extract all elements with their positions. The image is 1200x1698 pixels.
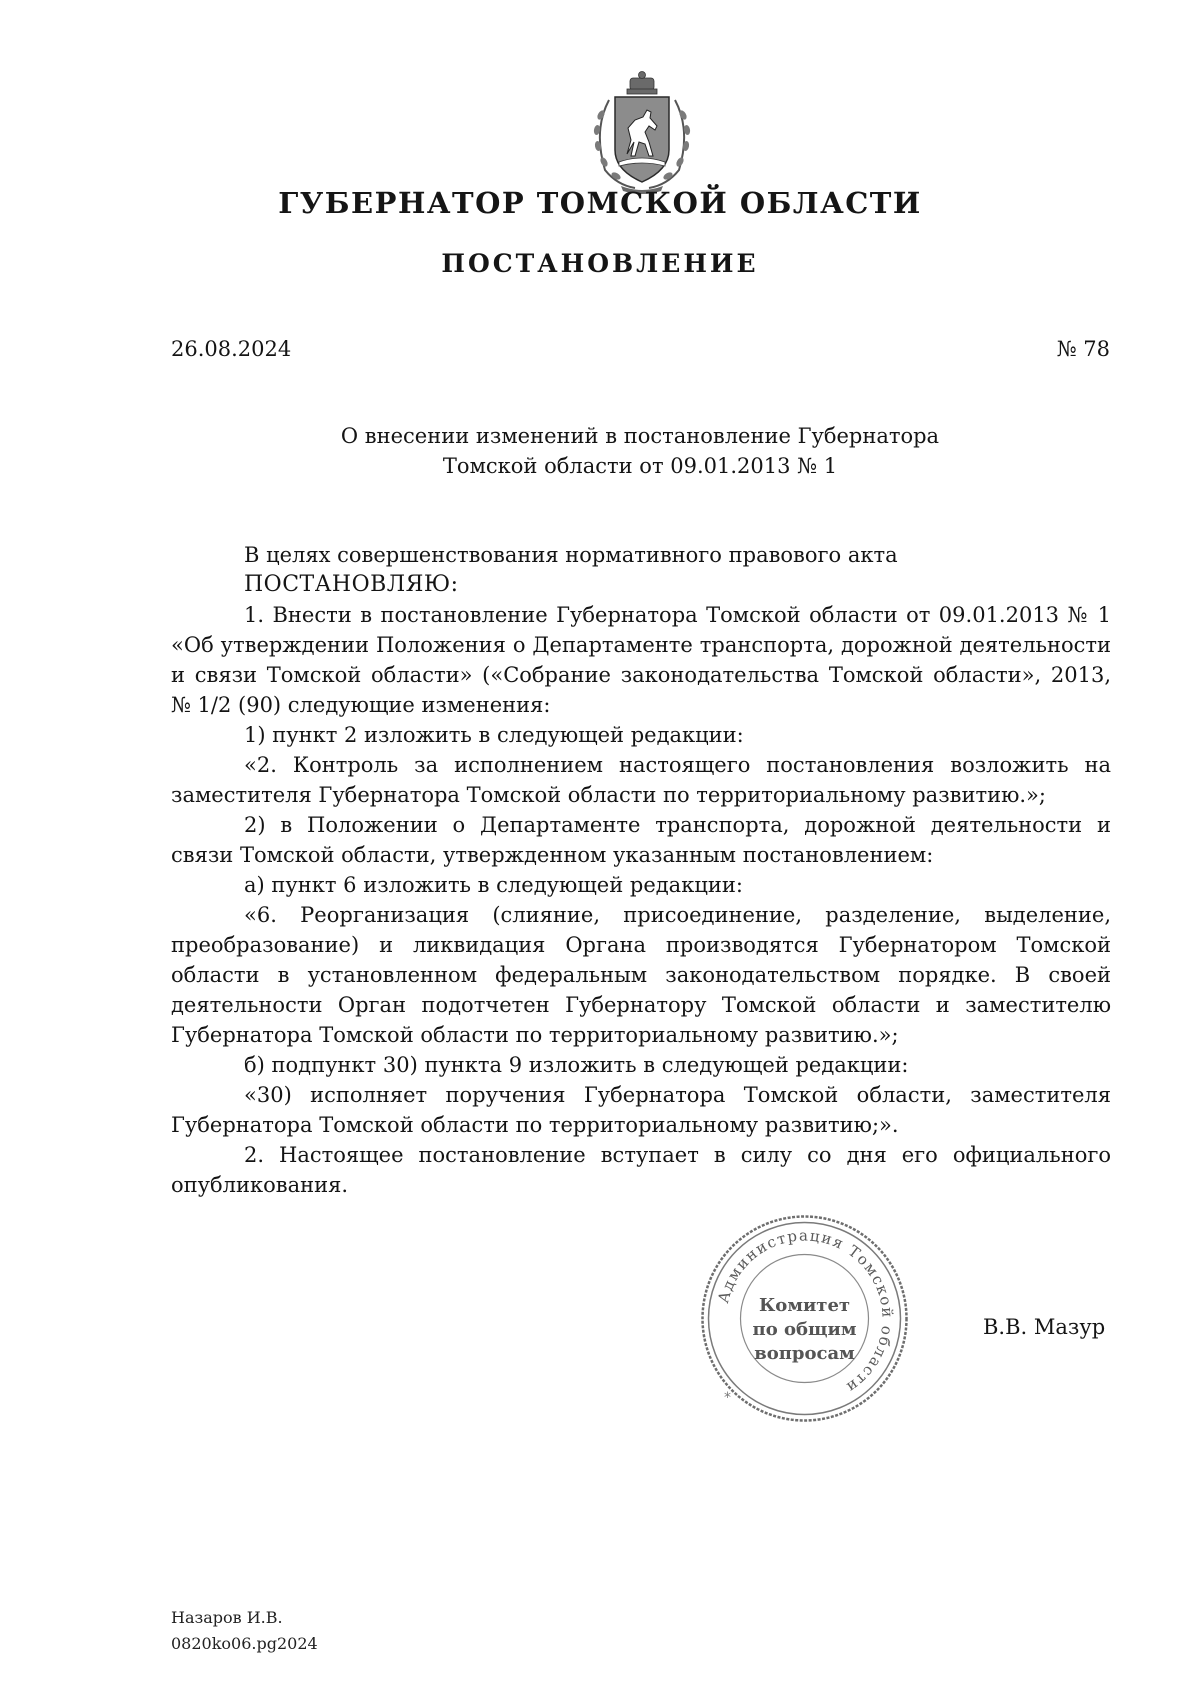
tomsk-coat-of-arms-icon [587, 70, 697, 195]
document-number: № 78 [1056, 337, 1110, 361]
document-type-title: ПОСТАНОВЛЕНИЕ [441, 249, 759, 278]
document-subject [200, 421, 1080, 481]
stamp-center-text [698, 1294, 911, 1366]
body-paragraph: 1) пункт 2 изложить в следующей редакции: [244, 723, 744, 747]
signatory-name: В.В. Мазур [983, 1315, 1106, 1339]
stamp-line: по общим [752, 1319, 857, 1340]
body-paragraph: б) подпункт 30) пункта 9 изложить в следующей редакции: [244, 1053, 909, 1077]
subject-line: О внесении изменений в постановление Губернатора [340, 424, 940, 448]
subject-line: Томской области от 09.01.2013 № 1 [442, 454, 838, 478]
body-paragraph: а) пункт 6 изложить в следующей редакции: [244, 873, 743, 897]
body-paragraph: «30) исполняет поручения Губернатора Томской области, заместителя Губернатора Томской области по территориальному развитию;». [171, 1083, 1111, 1137]
document-date: 26.08.2024 [171, 337, 292, 361]
organization-title: ГУБЕРНАТОР ТОМСКОЙ ОБЛАСТИ [278, 186, 922, 220]
body-paragraph: 2) в Положении о Департаменте транспорта, дорожной деятельности и связи Томской области, утвержденном указанным постановлением: [171, 813, 1111, 867]
decree-word: ПОСТАНОВЛЯЮ: [244, 572, 459, 597]
body-paragraph: В целях совершенствования нормативного правового акта [244, 543, 898, 567]
stamp-line: вопросам [754, 1343, 855, 1364]
body-paragraph: 2. Настоящее постановление вступает в силу со дня его официального опубликования. [171, 1143, 1111, 1197]
body-paragraph: «2. Контроль за исполнением настоящего постановления возложить на заместителя Губернатора Томской области по территориальному развитию.»; [171, 753, 1111, 807]
svg-text:Администрация Томской области: Администрация Томской области [714, 1226, 897, 1398]
stamp-line: Комитет [758, 1295, 851, 1316]
file-code: 0820ko06.pg2024 [171, 1634, 318, 1653]
official-stamp [698, 1212, 911, 1425]
svg-text:*: * [724, 1390, 731, 1406]
author-name: Назаров И.В. [171, 1608, 283, 1627]
body-paragraph: 1. Внести в постановление Губернатора Томской области от 09.01.2013 № 1 «Об утверждении Положения о Департаменте транспорта, дорожной деятельности и связи Томской области» («Собрание законодательства Томской области», 2013, № 1/2 (90) следующие изменения: [171, 603, 1111, 717]
body-paragraph: «6. Реорганизация (слияние, присоединение, разделение, выделение, преобразование) и ликвидация Органа производятся Губернатором Томской области в установленном федеральным законодательством порядке. В своей деятельности Орган подотчетен Губернатору Томской области и заместителю Губернатора Томской области по территориальному развитию.»; [171, 903, 1111, 1047]
document-body [171, 540, 1111, 1200]
document-footer [171, 1605, 318, 1657]
